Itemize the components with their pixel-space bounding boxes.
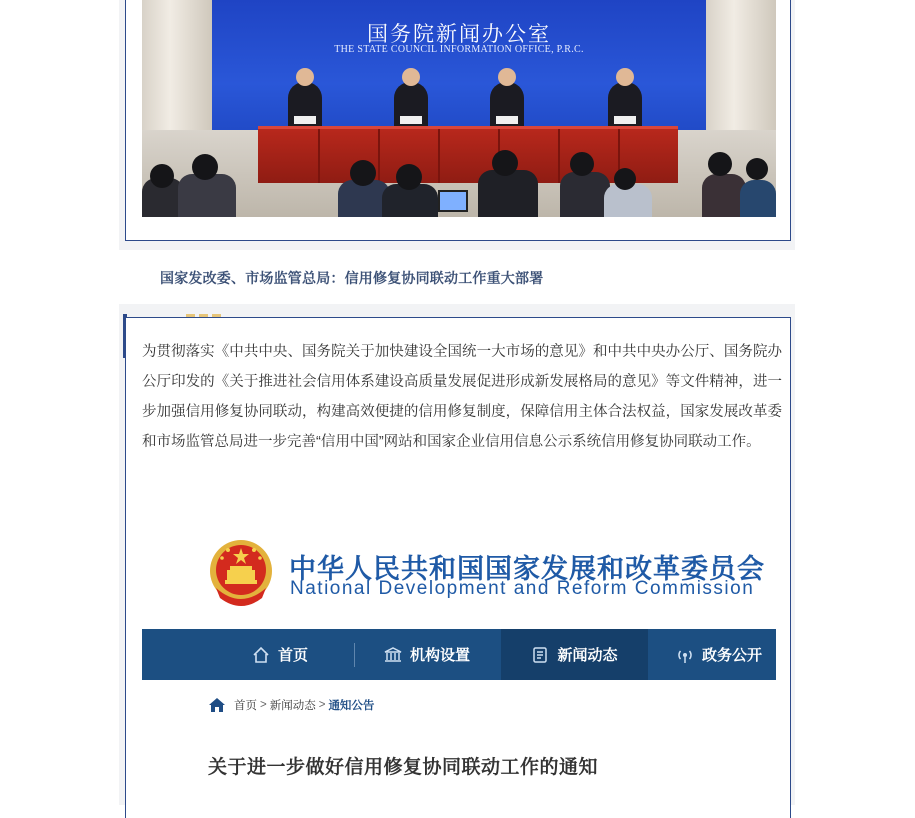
- institution-icon: [384, 646, 402, 664]
- nav-item-label: 政务公开: [702, 647, 763, 664]
- photo-frame: [125, 0, 791, 241]
- breadcrumb-separator: >: [318, 699, 326, 711]
- photo-audience: [142, 150, 776, 217]
- breadcrumb: [208, 697, 374, 713]
- photo-card: [119, 0, 795, 250]
- breadcrumb-current[interactable]: 通知公告: [328, 700, 375, 712]
- org-name-cn: 中华人民共和国国家发展和改革委员会: [289, 554, 765, 584]
- news-icon: [531, 646, 549, 664]
- backdrop-title-cn: 国务院新闻办公室: [367, 22, 551, 46]
- breadcrumb-separator: >: [260, 699, 267, 711]
- home-icon: [208, 697, 226, 713]
- press-conference-photo: [142, 0, 776, 217]
- breadcrumb-section[interactable]: 新闻动态: [269, 700, 316, 712]
- nav-item-label: 新闻动态: [557, 647, 618, 664]
- nav-item-home[interactable]: [252, 629, 308, 680]
- backdrop-title-en: THE STATE COUNCIL INFORMATION OFFICE, P.R.C.: [334, 44, 584, 55]
- org-name-en: National Development and Reform Commission: [290, 578, 755, 599]
- broadcast-icon: [676, 646, 694, 664]
- article-paragraph: 为贯彻落实《中共中央、国务院关于加快建设全国统一大市场的意见》和中共中央办公厅、国务院办公厅印发的《关于推进社会信用体系建设高质量发展促进形成新发展格局的意见》等文件精神，进一步加强信用修复协同联动，构建高效便捷的信用修复制度，保障信用主体合法权益，国家发展改革委和市场监管总局进一步完善“信用中国”网站和国家企业信用信息公示系统信用修复协同联动工作。: [142, 344, 782, 450]
- nav-item-institutions[interactable]: [384, 629, 470, 680]
- national-emblem-icon: [208, 538, 274, 608]
- notice-title: 关于进一步做好信用修复协同联动工作的通知: [208, 757, 599, 778]
- breadcrumb-home[interactable]: 首页: [234, 700, 257, 712]
- home-icon: [252, 646, 270, 664]
- photo-caption: 国家发改委、市场监管总局：信用修复协同联动工作重大部署: [160, 270, 544, 286]
- nav-item-news[interactable]: [501, 629, 648, 680]
- nav-item-gov-affairs[interactable]: [676, 629, 762, 680]
- nav-item-label: 首页: [278, 647, 309, 664]
- nav-item-label: 机构设置: [410, 647, 471, 664]
- site-navbar: [142, 629, 776, 680]
